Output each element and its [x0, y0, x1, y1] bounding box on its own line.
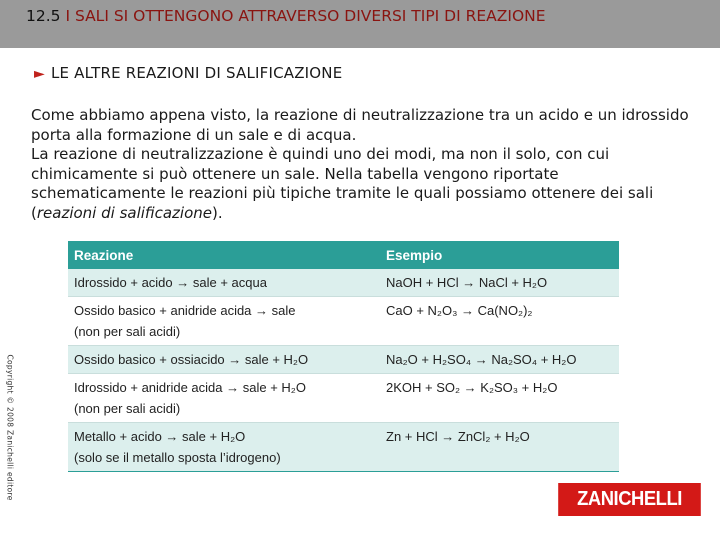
section-subtitle [34, 64, 342, 82]
emphasis-salificazione: reazioni di salificazione [36, 203, 212, 222]
reaction-note: (non per sali acidi) [74, 401, 181, 416]
column-header-esempio: Esempio [380, 241, 619, 269]
copyright-notice: Copyright © 2008 Zanichelli editore [5, 354, 15, 501]
table-row [68, 297, 619, 346]
reaction-cell [68, 374, 380, 423]
table-row [68, 423, 619, 472]
reaction-text: Metallo + acido → sale + H₂O [74, 429, 246, 444]
table-row [68, 269, 619, 297]
table-row [68, 346, 619, 374]
example-cell: Na₂O + H₂SO₄ → Na₂SO₄ + H₂O [380, 346, 619, 374]
example-cell: NaOH + HCl → NaCl + H₂O [380, 269, 619, 297]
salification-table [68, 241, 619, 472]
example-cell: 2KOH + SO₂ → K₂SO₃ + H₂O [380, 374, 619, 423]
subtitle-text: LE ALTRE REAZIONI DI SALIFICAZIONE [50, 64, 343, 82]
reaction-note: (non per sali acidi) [74, 324, 181, 339]
paragraph-2-end: ). [212, 203, 223, 222]
reaction-text: Idrossido + acido → sale + acqua [74, 275, 267, 290]
chapter-number: 12.5 [26, 7, 61, 25]
example-cell: CaO + N₂O₃ → Ca(NO₂)₂ [380, 297, 619, 346]
reaction-cell [68, 346, 380, 374]
page-title [26, 6, 706, 26]
triangle-bullet-icon: ► [34, 66, 45, 82]
chapter-title: I SALI SI OTTENGONO ATTRAVERSO DIVERSI TIPI DI REAZIONE [65, 7, 546, 25]
reaction-cell [68, 297, 380, 346]
example-cell: Zn + HCl → ZnCl₂ + H₂O [380, 423, 619, 472]
zanichelli-logo: ZANICHELLI [558, 483, 701, 516]
column-header-reazione: Reazione [68, 241, 380, 269]
reaction-text: Idrossido + anidride acida → sale + H₂O [74, 380, 306, 395]
table-row [68, 374, 619, 423]
reaction-cell [68, 269, 380, 297]
table-header-row [68, 241, 619, 269]
reaction-text: Ossido basico + ossiacido → sale + H₂O [74, 352, 309, 367]
paragraph-2 [31, 145, 696, 223]
paragraph-2-text: La reazione di neutralizzazione è quindi uno dei modi, ma non il solo, con cui chimicamente si può ottenere un sale. Nella tabella vengono riportate schematicamente le reazioni più tipiche tramite le quali possiamo ottenere dei sali ( [31, 145, 654, 222]
reaction-cell [68, 423, 380, 472]
reaction-text: Ossido basico + anidride acida → sale [74, 303, 296, 318]
reaction-note: (solo se il metallo sposta l’idrogeno) [74, 450, 281, 465]
paragraph-1: Come abbiamo appena visto, la reazione di neutralizzazione tra un acido e un idrossido porta alla formazione di un sale e di acqua. [31, 106, 689, 144]
body-text [31, 106, 696, 224]
header-bar [0, 0, 720, 48]
